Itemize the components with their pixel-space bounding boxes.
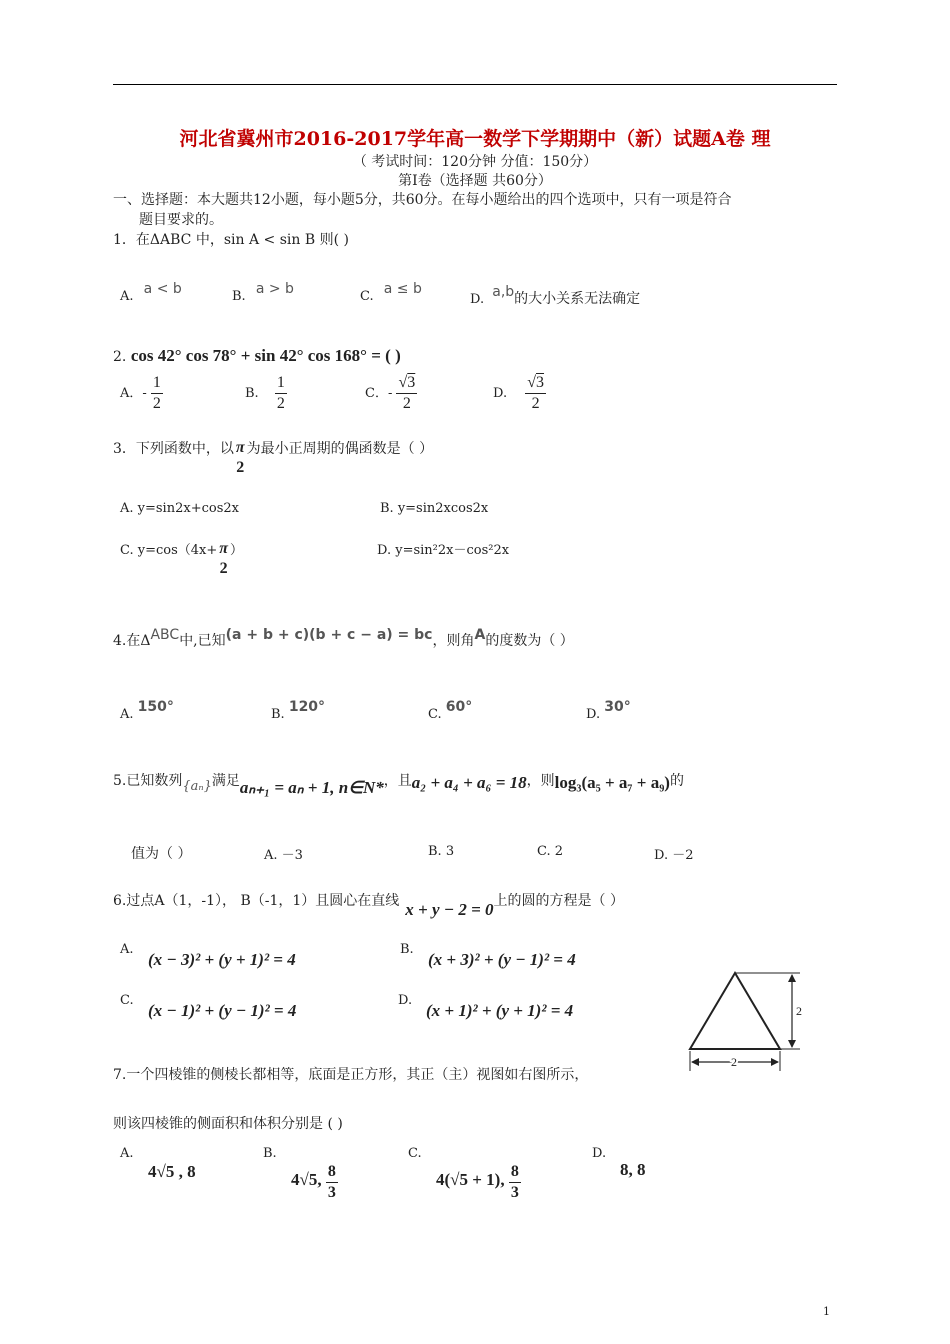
triangle-outline — [690, 973, 780, 1049]
q2-option-b — [245, 373, 287, 414]
q5-option-b: B. 3 — [428, 844, 455, 859]
q3-stem — [113, 438, 433, 478]
q2-a-label: A．- — [120, 386, 147, 401]
q4-option-a — [120, 699, 174, 722]
q4-pre: 4.在Δ — [113, 633, 151, 649]
q6-option-b-label: B. — [400, 942, 414, 957]
q4-post: ，则角 — [432, 633, 475, 649]
q5-and: ，且 — [383, 773, 412, 789]
q3-option-a: A. y=sin2x+cos2x — [120, 501, 239, 516]
q1-a-label: A. — [120, 289, 134, 304]
q3-c-fraction: π 2 — [219, 540, 228, 577]
q6-option-c: (x − 1)² + (y − 1)² = 4 — [148, 1001, 297, 1020]
q4-a-value: 150° — [137, 699, 174, 715]
q5-tail: 的 — [669, 773, 684, 789]
q2-b-label: B. — [245, 386, 259, 401]
q5-stem — [113, 770, 684, 797]
width-arrow-left — [691, 1058, 699, 1066]
q5-mid: 满足 — [211, 773, 240, 789]
q4-c-label: C. — [428, 707, 442, 722]
q7-option-b — [291, 1162, 338, 1203]
page-title: 河北省冀州市2016-2017学年高一数学下学期期中（新）试题A卷 理 — [179, 128, 771, 150]
q1-b-math: a > b — [255, 281, 294, 297]
q4-b-value: 120° — [288, 699, 326, 715]
q3-stem-post: 为最小正周期的偶函数是（ ） — [246, 441, 434, 457]
width-label: 2 — [731, 1055, 737, 1069]
q4-b-label: B. — [271, 707, 285, 722]
q5-line2: 值为（ ） — [131, 846, 192, 862]
q7-b-fraction: $\frac{8}{3}$ — [327, 1163, 336, 1201]
q1-option-d — [470, 284, 641, 308]
q1-d-text: 的大小关系无法确定 — [514, 291, 641, 307]
q5-option-a: A. －3 — [264, 848, 303, 863]
q6-tail: 上的圆的方程是（ ） — [493, 893, 624, 909]
q7-option-c — [436, 1162, 521, 1203]
q4-option-c — [428, 699, 473, 722]
q1-d-math: a,b — [492, 284, 515, 300]
height-arrow-bottom — [788, 1040, 796, 1048]
q2-option-c — [365, 373, 417, 414]
q4-d-label: D. — [586, 707, 601, 722]
q2-c-fraction: $\frac{√3}{2}$ — [398, 374, 416, 412]
q6-option-d: (x + 1)² + (y + 1)² = 4 — [426, 1001, 574, 1020]
q5-sequence: {aₙ} — [182, 779, 212, 794]
header-rule — [113, 84, 837, 85]
q2-a-fraction: $\frac{1}{2}$ — [152, 374, 161, 412]
q5-then: ，则 — [526, 773, 555, 789]
q1-d-label: D. — [470, 292, 485, 307]
q7-line1: 7.一个四棱锥的侧棱长都相等，底面是正方形，其正（主）视图如右图所示， — [113, 1067, 589, 1083]
q3-option-d: D. y=sin²2x－cos²2x — [377, 543, 510, 558]
q5-option-d: D. －2 — [654, 848, 694, 863]
q5-sum-condition: a₂ + a₄ + a₆ = 18 — [411, 773, 527, 792]
q2-option-d — [493, 373, 546, 414]
q6-stem — [113, 890, 624, 919]
q1-option-c — [360, 281, 422, 304]
q7-c-fraction: $\frac{8}{3}$ — [510, 1163, 519, 1201]
q2-b-fraction: $\frac{1}{2}$ — [276, 374, 285, 412]
q3-stem-pre: 3．下列函数中，以 — [113, 441, 234, 457]
q2-option-a — [120, 373, 163, 414]
q2-stem — [113, 346, 401, 366]
q2-number: 2. — [113, 349, 127, 365]
q7-option-c-label: C. — [408, 1146, 422, 1161]
q4-a-label: A. — [120, 707, 134, 722]
q1-c-label: C. — [360, 289, 374, 304]
height-arrow-top — [788, 974, 796, 982]
q4-option-d — [586, 699, 631, 722]
width-arrow-right — [771, 1058, 779, 1066]
q3-c-label: C. y=cos（4x+ — [120, 543, 218, 558]
q6-option-b: (x + 3)² + (y − 1)² = 4 — [428, 950, 576, 969]
q6-stem-text: 6.过点A（1，-1）， B（-1，1）且圆心在直线 — [113, 893, 400, 909]
q6-option-d-label: D. — [398, 993, 413, 1008]
q3-period-fraction: π 2 — [235, 439, 245, 476]
q4-expression: (a + b + c)(b + c − a) = bc — [225, 627, 433, 643]
q4-mid: 中,已知 — [179, 633, 226, 649]
q6-option-a: (x − 3)² + (y + 1)² = 4 — [148, 950, 296, 969]
q7-b-expr: 4√5, — [291, 1170, 322, 1189]
q1-option-a — [120, 281, 182, 304]
q7-option-a: 4√5 , 8 — [148, 1162, 196, 1181]
q4-d-value: 30° — [604, 699, 631, 715]
q6-line-equation: x + y − 2 = 0 — [405, 900, 494, 919]
q3-c-post: ） — [230, 543, 244, 558]
q7-option-d-label: D. — [592, 1146, 607, 1161]
q2-c-label: C．- — [365, 386, 393, 401]
height-label: 2 — [796, 1004, 802, 1018]
q5-pre: 5.已知数列 — [113, 773, 183, 789]
q1-c-math: a ≤ b — [383, 281, 422, 297]
q1-stem: 1．在ΔABC 中，sin A < sin B 则( ) — [113, 232, 349, 248]
q2-expression: cos 42° cos 78° + sin 42° cos 168° = ( ) — [130, 346, 401, 365]
q7-option-d: 8, 8 — [620, 1160, 646, 1179]
q3-option-c — [120, 539, 243, 579]
section-intro-line1: 一、选择题：本大题共12小题，每小题5分，共60分。在每小题给出的四个选项中，只有一项是符合 — [113, 192, 732, 208]
section-heading: 第Ⅰ卷（选择题 共60分） — [398, 173, 552, 189]
q2-d-label: D. — [493, 386, 508, 401]
section-intro-line2: 题目要求的。 — [139, 212, 223, 228]
q7-c-expr: 4(√5 + 1), — [436, 1170, 505, 1189]
q5-recurrence: aₙ₊₁ = aₙ + 1, n∈N* — [239, 778, 384, 797]
q1-b-label: B. — [232, 289, 246, 304]
q6-option-c-label: C. — [120, 993, 134, 1008]
q4-stem — [113, 627, 574, 650]
q4-triangle: ABC — [150, 627, 180, 643]
q7-option-b-label: B. — [263, 1146, 277, 1161]
q5-log-expression: log₃(a₅ + a₇ + a₉) — [554, 773, 670, 792]
q7-option-a-label: A. — [120, 1146, 134, 1161]
exam-info: （ 考试时间：120分钟 分值：150分） — [352, 154, 598, 170]
q4-tail: 的度数为（ ） — [485, 633, 574, 649]
q2-d-fraction: $\frac{√3}{2}$ — [527, 374, 545, 412]
q1-option-b — [232, 281, 294, 304]
q4-option-b — [271, 699, 326, 722]
q6-option-a-label: A. — [120, 942, 134, 957]
page-number: 1 — [823, 1305, 830, 1318]
q1-a-math: a < b — [143, 281, 182, 297]
front-view-figure — [680, 965, 810, 1075]
q5-option-c: C. 2 — [537, 844, 564, 859]
q7-line2: 则该四棱锥的侧面积和体积分别是 ( ) — [113, 1116, 343, 1132]
q3-option-b: B. y=sin2xcos2x — [380, 501, 489, 516]
q4-angle: A — [474, 627, 486, 643]
q4-c-value: 60° — [445, 699, 473, 715]
